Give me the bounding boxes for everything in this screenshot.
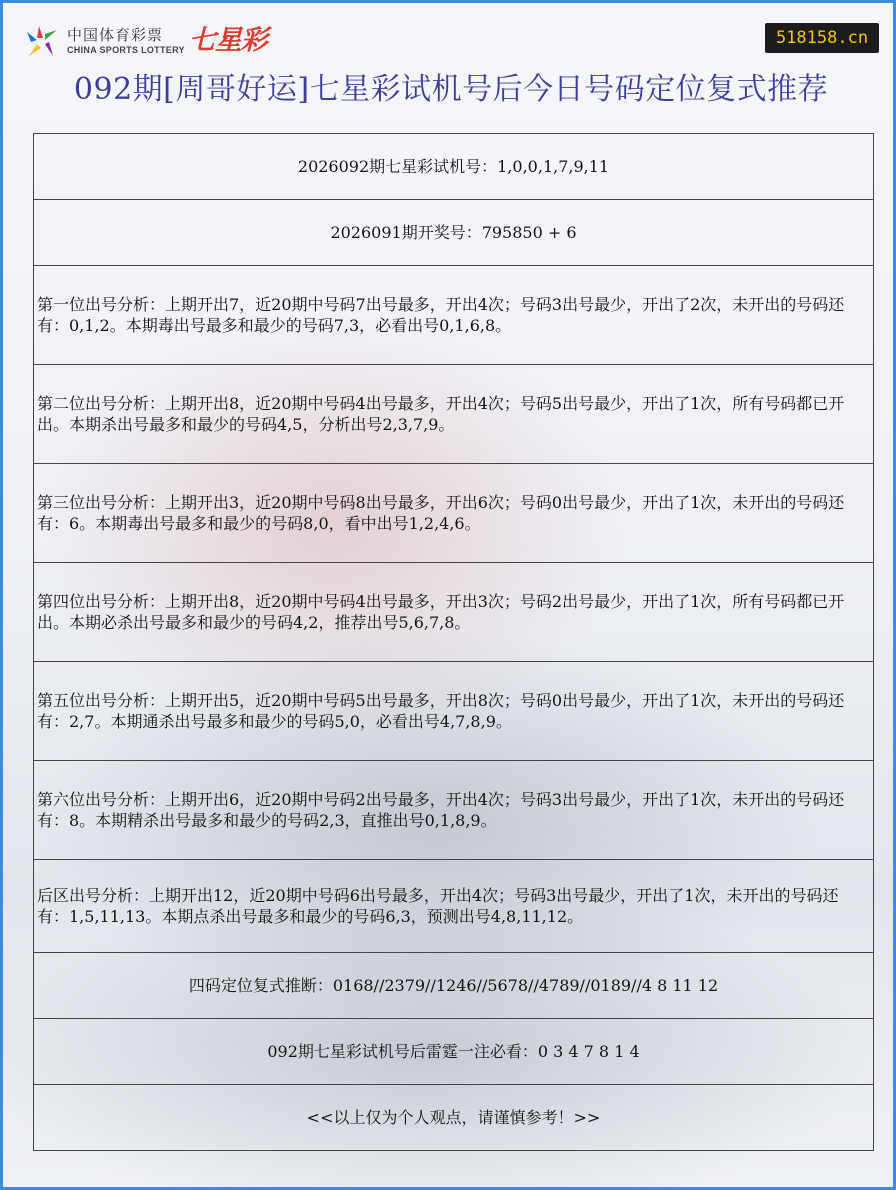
lottery-star-icon: [23, 22, 61, 60]
draw-result-cell: 2026091期开奖号：795850 + 6: [34, 200, 874, 266]
logo-chinese-name: 中国体育彩票: [67, 26, 164, 44]
logo-text: [67, 26, 185, 56]
position-1-analysis-cell: 第一位出号分析：上期开出7，近20期中号码7出号最多，开出4次；号码3出号最少，开出了2次，未开出的号码还有：0,1,2。本期毒出号最多和最少的号码7,3，必看出号0,1,6,8。: [34, 266, 874, 365]
table-row: [34, 134, 874, 200]
table-row: [34, 200, 874, 266]
table-row: [34, 761, 874, 860]
table-row: [34, 860, 874, 953]
china-sports-lottery-logo[interactable]: [23, 21, 267, 61]
prediction-table: [33, 133, 874, 1151]
position-3-analysis-cell: 第三位出号分析：上期开出3，近20期中号码8出号最多，开出6次；号码0出号最少，开出了1次，未开出的号码还有：6。本期毒出号最多和最少的号码8,0，看中出号1,2,4,6。: [34, 464, 874, 563]
table-row: [34, 266, 874, 365]
table-row: [34, 464, 874, 563]
table-row: [34, 1085, 874, 1151]
position-4-analysis-cell: 第四位出号分析：上期开出8，近20期中号码4出号最多，开出3次；号码2出号最少，开出了1次，所有号码都已开出。本期必杀出号最多和最少的号码4,2，推荐出号5,6,7,8。: [34, 563, 874, 662]
four-code-recommendation-cell: 四码定位复式推断：0168//2379//1246//5678//4789//0189//4 8 11 12: [34, 953, 874, 1019]
trial-numbers-cell: 2026092期七星彩试机号：1,0,0,1,7,9,11: [34, 134, 874, 200]
table-row: [34, 953, 874, 1019]
position-5-analysis-cell: 第五位出号分析：上期开出5，近20期中号码5出号最多，开出8次；号码0出号最少，开出了1次，未开出的号码还有：2,7。本期通杀出号最多和最少的号码5,0，必看出号4,7,8,9。: [34, 662, 874, 761]
disclaimer-cell: <<以上仅为个人观点，请谨慎参考！>>: [34, 1085, 874, 1151]
position-6-analysis-cell: 第六位出号分析：上期开出6，近20期中号码2出号最多，开出4次；号码3出号最少，开出了1次，未开出的号码还有：8。本期精杀出号最多和最少的号码2,3，直推出号0,1,8,9。: [34, 761, 874, 860]
table-row: [34, 365, 874, 464]
table-row: [34, 1019, 874, 1085]
site-domain-badge[interactable]: 518158.cn: [765, 23, 879, 53]
table-row: [34, 662, 874, 761]
back-zone-analysis-cell: 后区出号分析：上期开出12，近20期中号码6出号最多，开出4次；号码3出号最少，开出了1次，未开出的号码还有：1,5,11,13。本期点杀出号最多和最少的号码6,3，预测出号4,8,11,12。: [34, 860, 874, 953]
must-see-pick-cell: 092期七星彩试机号后雷霆一注必看：0 3 4 7 8 1 4: [34, 1019, 874, 1085]
page-title: 092期[周哥好运]七星彩试机号后今日号码定位复式推荐: [73, 72, 829, 107]
position-2-analysis-cell: 第二位出号分析：上期开出8，近20期中号码4出号最多，开出4次；号码5出号最少，开出了1次，所有号码都已开出。本期杀出号最多和最少的号码4,5，分析出号2,3,7,9。: [34, 365, 874, 464]
logo-game-name: 七星彩: [188, 25, 267, 56]
table-row: [34, 563, 874, 662]
logo-english-name: CHINA SPORTS LOTTERY: [67, 45, 185, 55]
header: [3, 3, 896, 133]
